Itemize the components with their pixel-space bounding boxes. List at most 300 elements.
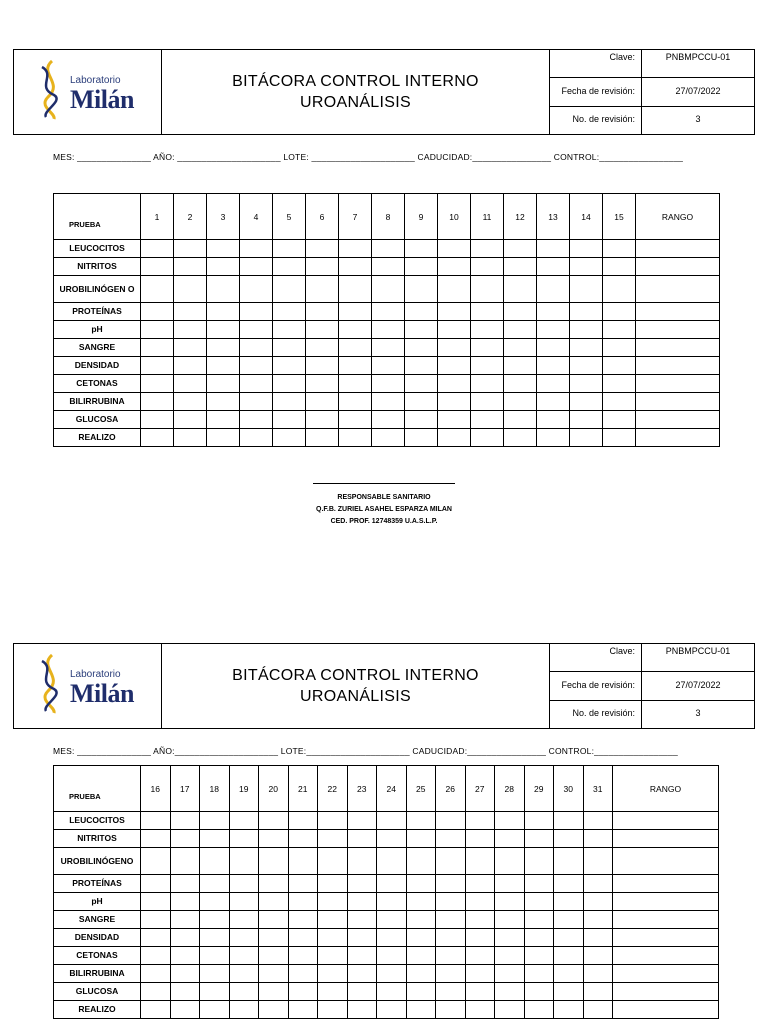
result-cell[interactable] [405, 375, 438, 393]
result-cell[interactable] [471, 375, 504, 393]
result-cell[interactable] [603, 393, 636, 411]
result-cell[interactable] [465, 965, 495, 983]
result-cell[interactable] [174, 258, 207, 276]
result-cell[interactable] [306, 240, 339, 258]
result-cell[interactable] [347, 947, 377, 965]
result-cell[interactable] [537, 303, 570, 321]
result-cell[interactable] [170, 893, 200, 911]
result-cell[interactable] [259, 983, 289, 1001]
result-cell[interactable] [339, 393, 372, 411]
result-cell[interactable] [170, 830, 200, 848]
result-cell[interactable] [504, 393, 537, 411]
result-cell[interactable] [570, 375, 603, 393]
result-cell[interactable] [465, 848, 495, 875]
result-cell[interactable] [141, 1001, 171, 1019]
result-cell[interactable] [406, 911, 436, 929]
result-cell[interactable] [524, 848, 554, 875]
rango-cell[interactable] [636, 240, 720, 258]
result-cell[interactable] [603, 276, 636, 303]
result-cell[interactable] [405, 339, 438, 357]
result-cell[interactable] [554, 911, 584, 929]
result-cell[interactable] [377, 983, 407, 1001]
result-cell[interactable] [318, 929, 348, 947]
result-cell[interactable] [229, 983, 259, 1001]
rango-cell[interactable] [613, 830, 719, 848]
rango-cell[interactable] [636, 276, 720, 303]
result-cell[interactable] [174, 411, 207, 429]
result-cell[interactable] [288, 983, 318, 1001]
result-cell[interactable] [554, 1001, 584, 1019]
result-cell[interactable] [554, 875, 584, 893]
result-cell[interactable] [339, 375, 372, 393]
result-cell[interactable] [240, 258, 273, 276]
result-cell[interactable] [170, 875, 200, 893]
result-cell[interactable] [377, 830, 407, 848]
result-cell[interactable] [495, 812, 525, 830]
result-cell[interactable] [259, 965, 289, 983]
result-cell[interactable] [583, 875, 613, 893]
result-cell[interactable] [318, 1001, 348, 1019]
result-cell[interactable] [273, 429, 306, 447]
result-cell[interactable] [306, 321, 339, 339]
result-cell[interactable] [347, 965, 377, 983]
result-cell[interactable] [377, 911, 407, 929]
result-cell[interactable] [465, 983, 495, 1001]
result-cell[interactable] [207, 303, 240, 321]
result-cell[interactable] [240, 276, 273, 303]
result-cell[interactable] [170, 965, 200, 983]
result-cell[interactable] [436, 875, 466, 893]
result-cell[interactable] [471, 393, 504, 411]
result-cell[interactable] [273, 357, 306, 375]
result-cell[interactable] [570, 339, 603, 357]
result-cell[interactable] [288, 947, 318, 965]
result-cell[interactable] [405, 276, 438, 303]
result-cell[interactable] [229, 875, 259, 893]
result-cell[interactable] [377, 875, 407, 893]
result-cell[interactable] [570, 429, 603, 447]
result-cell[interactable] [495, 1001, 525, 1019]
result-cell[interactable] [504, 240, 537, 258]
result-cell[interactable] [372, 411, 405, 429]
result-cell[interactable] [554, 830, 584, 848]
result-cell[interactable] [377, 848, 407, 875]
result-cell[interactable] [141, 303, 174, 321]
result-cell[interactable] [524, 929, 554, 947]
result-cell[interactable] [465, 893, 495, 911]
result-cell[interactable] [570, 393, 603, 411]
result-cell[interactable] [347, 848, 377, 875]
result-cell[interactable] [438, 321, 471, 339]
result-cell[interactable] [405, 429, 438, 447]
result-cell[interactable] [141, 830, 171, 848]
result-cell[interactable] [288, 1001, 318, 1019]
result-cell[interactable] [240, 321, 273, 339]
result-cell[interactable] [570, 357, 603, 375]
result-cell[interactable] [438, 357, 471, 375]
result-cell[interactable] [438, 375, 471, 393]
result-cell[interactable] [524, 875, 554, 893]
result-cell[interactable] [288, 893, 318, 911]
rango-cell[interactable] [636, 411, 720, 429]
result-cell[interactable] [259, 848, 289, 875]
result-cell[interactable] [583, 983, 613, 1001]
result-cell[interactable] [524, 911, 554, 929]
result-cell[interactable] [537, 240, 570, 258]
result-cell[interactable] [229, 965, 259, 983]
result-cell[interactable] [240, 240, 273, 258]
result-cell[interactable] [288, 875, 318, 893]
result-cell[interactable] [554, 893, 584, 911]
result-cell[interactable] [170, 929, 200, 947]
result-cell[interactable] [405, 357, 438, 375]
result-cell[interactable] [306, 411, 339, 429]
rango-cell[interactable] [613, 983, 719, 1001]
result-cell[interactable] [339, 429, 372, 447]
result-cell[interactable] [504, 258, 537, 276]
result-cell[interactable] [504, 375, 537, 393]
result-cell[interactable] [200, 848, 230, 875]
result-cell[interactable] [339, 303, 372, 321]
result-cell[interactable] [570, 240, 603, 258]
result-cell[interactable] [174, 240, 207, 258]
result-cell[interactable] [306, 429, 339, 447]
result-cell[interactable] [273, 321, 306, 339]
result-cell[interactable] [288, 830, 318, 848]
result-cell[interactable] [436, 983, 466, 1001]
result-cell[interactable] [537, 276, 570, 303]
result-cell[interactable] [229, 1001, 259, 1019]
result-cell[interactable] [465, 812, 495, 830]
result-cell[interactable] [306, 276, 339, 303]
result-cell[interactable] [200, 1001, 230, 1019]
result-cell[interactable] [436, 1001, 466, 1019]
result-cell[interactable] [603, 411, 636, 429]
result-cell[interactable] [229, 911, 259, 929]
result-cell[interactable] [200, 947, 230, 965]
result-cell[interactable] [240, 357, 273, 375]
result-cell[interactable] [471, 357, 504, 375]
result-cell[interactable] [372, 357, 405, 375]
result-cell[interactable] [207, 393, 240, 411]
result-cell[interactable] [174, 321, 207, 339]
result-cell[interactable] [339, 240, 372, 258]
result-cell[interactable] [229, 812, 259, 830]
result-cell[interactable] [339, 258, 372, 276]
result-cell[interactable] [438, 411, 471, 429]
result-cell[interactable] [406, 893, 436, 911]
result-cell[interactable] [141, 375, 174, 393]
result-cell[interactable] [603, 429, 636, 447]
result-cell[interactable] [174, 375, 207, 393]
result-cell[interactable] [207, 339, 240, 357]
result-cell[interactable] [141, 411, 174, 429]
result-cell[interactable] [288, 911, 318, 929]
result-cell[interactable] [465, 947, 495, 965]
result-cell[interactable] [259, 1001, 289, 1019]
result-cell[interactable] [240, 375, 273, 393]
result-cell[interactable] [406, 947, 436, 965]
result-cell[interactable] [306, 393, 339, 411]
result-cell[interactable] [524, 893, 554, 911]
result-cell[interactable] [504, 339, 537, 357]
result-cell[interactable] [347, 875, 377, 893]
result-cell[interactable] [603, 240, 636, 258]
result-cell[interactable] [524, 830, 554, 848]
result-cell[interactable] [259, 875, 289, 893]
result-cell[interactable] [207, 411, 240, 429]
result-cell[interactable] [141, 848, 171, 875]
result-cell[interactable] [406, 965, 436, 983]
rango-cell[interactable] [613, 911, 719, 929]
result-cell[interactable] [495, 875, 525, 893]
result-cell[interactable] [504, 276, 537, 303]
result-cell[interactable] [372, 339, 405, 357]
result-cell[interactable] [200, 830, 230, 848]
result-cell[interactable] [603, 303, 636, 321]
result-cell[interactable] [570, 258, 603, 276]
result-cell[interactable] [174, 429, 207, 447]
result-cell[interactable] [207, 357, 240, 375]
result-cell[interactable] [174, 339, 207, 357]
result-cell[interactable] [436, 812, 466, 830]
result-cell[interactable] [273, 393, 306, 411]
result-cell[interactable] [405, 411, 438, 429]
result-cell[interactable] [259, 947, 289, 965]
result-cell[interactable] [465, 830, 495, 848]
result-cell[interactable] [306, 357, 339, 375]
result-cell[interactable] [141, 812, 171, 830]
result-cell[interactable] [377, 1001, 407, 1019]
result-cell[interactable] [229, 947, 259, 965]
result-cell[interactable] [339, 339, 372, 357]
result-cell[interactable] [372, 429, 405, 447]
result-cell[interactable] [377, 929, 407, 947]
result-cell[interactable] [141, 965, 171, 983]
result-cell[interactable] [273, 339, 306, 357]
result-cell[interactable] [436, 830, 466, 848]
result-cell[interactable] [306, 303, 339, 321]
result-cell[interactable] [554, 812, 584, 830]
result-cell[interactable] [170, 983, 200, 1001]
rango-cell[interactable] [636, 258, 720, 276]
result-cell[interactable] [406, 830, 436, 848]
result-cell[interactable] [495, 911, 525, 929]
result-cell[interactable] [240, 393, 273, 411]
result-cell[interactable] [372, 276, 405, 303]
result-cell[interactable] [306, 339, 339, 357]
result-cell[interactable] [207, 321, 240, 339]
result-cell[interactable] [200, 911, 230, 929]
result-cell[interactable] [583, 965, 613, 983]
result-cell[interactable] [603, 339, 636, 357]
result-cell[interactable] [495, 848, 525, 875]
result-cell[interactable] [318, 830, 348, 848]
result-cell[interactable] [347, 893, 377, 911]
rango-cell[interactable] [613, 929, 719, 947]
result-cell[interactable] [141, 276, 174, 303]
result-cell[interactable] [207, 429, 240, 447]
result-cell[interactable] [318, 947, 348, 965]
rango-cell[interactable] [613, 947, 719, 965]
result-cell[interactable] [583, 1001, 613, 1019]
result-cell[interactable] [377, 812, 407, 830]
result-cell[interactable] [537, 357, 570, 375]
rango-cell[interactable] [636, 429, 720, 447]
result-cell[interactable] [436, 893, 466, 911]
result-cell[interactable] [405, 258, 438, 276]
rango-cell[interactable] [613, 893, 719, 911]
result-cell[interactable] [207, 240, 240, 258]
result-cell[interactable] [141, 947, 171, 965]
result-cell[interactable] [288, 965, 318, 983]
result-cell[interactable] [436, 965, 466, 983]
result-cell[interactable] [436, 929, 466, 947]
result-cell[interactable] [405, 321, 438, 339]
result-cell[interactable] [240, 303, 273, 321]
result-cell[interactable] [537, 321, 570, 339]
rango-cell[interactable] [636, 357, 720, 375]
result-cell[interactable] [583, 812, 613, 830]
result-cell[interactable] [406, 812, 436, 830]
result-cell[interactable] [273, 303, 306, 321]
result-cell[interactable] [583, 893, 613, 911]
result-cell[interactable] [170, 911, 200, 929]
result-cell[interactable] [200, 929, 230, 947]
rango-cell[interactable] [636, 375, 720, 393]
result-cell[interactable] [570, 276, 603, 303]
result-cell[interactable] [229, 830, 259, 848]
result-cell[interactable] [141, 983, 171, 1001]
result-cell[interactable] [207, 375, 240, 393]
result-cell[interactable] [141, 393, 174, 411]
result-cell[interactable] [141, 339, 174, 357]
result-cell[interactable] [504, 303, 537, 321]
result-cell[interactable] [603, 258, 636, 276]
result-cell[interactable] [372, 240, 405, 258]
result-cell[interactable] [207, 276, 240, 303]
result-cell[interactable] [495, 965, 525, 983]
result-cell[interactable] [229, 893, 259, 911]
result-cell[interactable] [170, 848, 200, 875]
result-cell[interactable] [259, 893, 289, 911]
result-cell[interactable] [471, 303, 504, 321]
result-cell[interactable] [288, 929, 318, 947]
result-cell[interactable] [240, 429, 273, 447]
result-cell[interactable] [372, 258, 405, 276]
result-cell[interactable] [174, 303, 207, 321]
result-cell[interactable] [174, 357, 207, 375]
result-cell[interactable] [524, 965, 554, 983]
result-cell[interactable] [554, 983, 584, 1001]
result-cell[interactable] [259, 812, 289, 830]
rango-cell[interactable] [636, 321, 720, 339]
result-cell[interactable] [583, 848, 613, 875]
result-cell[interactable] [583, 947, 613, 965]
result-cell[interactable] [406, 848, 436, 875]
result-cell[interactable] [347, 830, 377, 848]
result-cell[interactable] [306, 258, 339, 276]
result-cell[interactable] [273, 411, 306, 429]
result-cell[interactable] [377, 893, 407, 911]
rango-cell[interactable] [613, 848, 719, 875]
result-cell[interactable] [318, 893, 348, 911]
result-cell[interactable] [306, 375, 339, 393]
result-cell[interactable] [471, 276, 504, 303]
result-cell[interactable] [200, 965, 230, 983]
result-cell[interactable] [465, 911, 495, 929]
result-cell[interactable] [318, 875, 348, 893]
result-cell[interactable] [603, 375, 636, 393]
result-cell[interactable] [141, 875, 171, 893]
result-cell[interactable] [570, 321, 603, 339]
result-cell[interactable] [259, 929, 289, 947]
result-cell[interactable] [339, 357, 372, 375]
result-cell[interactable] [438, 303, 471, 321]
result-cell[interactable] [372, 375, 405, 393]
result-cell[interactable] [438, 240, 471, 258]
result-cell[interactable] [377, 947, 407, 965]
result-cell[interactable] [524, 947, 554, 965]
result-cell[interactable] [406, 875, 436, 893]
result-cell[interactable] [495, 893, 525, 911]
result-cell[interactable] [436, 911, 466, 929]
result-cell[interactable] [524, 1001, 554, 1019]
result-cell[interactable] [495, 947, 525, 965]
result-cell[interactable] [570, 411, 603, 429]
result-cell[interactable] [372, 321, 405, 339]
result-cell[interactable] [377, 965, 407, 983]
result-cell[interactable] [406, 983, 436, 1001]
result-cell[interactable] [339, 411, 372, 429]
result-cell[interactable] [504, 429, 537, 447]
result-cell[interactable] [471, 240, 504, 258]
rango-cell[interactable] [636, 393, 720, 411]
result-cell[interactable] [504, 411, 537, 429]
result-cell[interactable] [537, 339, 570, 357]
result-cell[interactable] [347, 1001, 377, 1019]
rango-cell[interactable] [613, 965, 719, 983]
result-cell[interactable] [347, 911, 377, 929]
result-cell[interactable] [405, 393, 438, 411]
result-cell[interactable] [273, 375, 306, 393]
result-cell[interactable] [554, 965, 584, 983]
result-cell[interactable] [372, 303, 405, 321]
result-cell[interactable] [471, 411, 504, 429]
result-cell[interactable] [141, 893, 171, 911]
result-cell[interactable] [504, 321, 537, 339]
result-cell[interactable] [583, 830, 613, 848]
result-cell[interactable] [524, 812, 554, 830]
result-cell[interactable] [347, 812, 377, 830]
result-cell[interactable] [583, 929, 613, 947]
result-cell[interactable] [537, 429, 570, 447]
result-cell[interactable] [240, 339, 273, 357]
result-cell[interactable] [524, 983, 554, 1001]
result-cell[interactable] [554, 947, 584, 965]
result-cell[interactable] [240, 411, 273, 429]
result-cell[interactable] [339, 276, 372, 303]
result-cell[interactable] [495, 830, 525, 848]
result-cell[interactable] [347, 929, 377, 947]
result-cell[interactable] [174, 393, 207, 411]
result-cell[interactable] [465, 1001, 495, 1019]
result-cell[interactable] [288, 848, 318, 875]
result-cell[interactable] [141, 929, 171, 947]
result-cell[interactable] [170, 812, 200, 830]
result-cell[interactable] [141, 357, 174, 375]
result-cell[interactable] [465, 875, 495, 893]
